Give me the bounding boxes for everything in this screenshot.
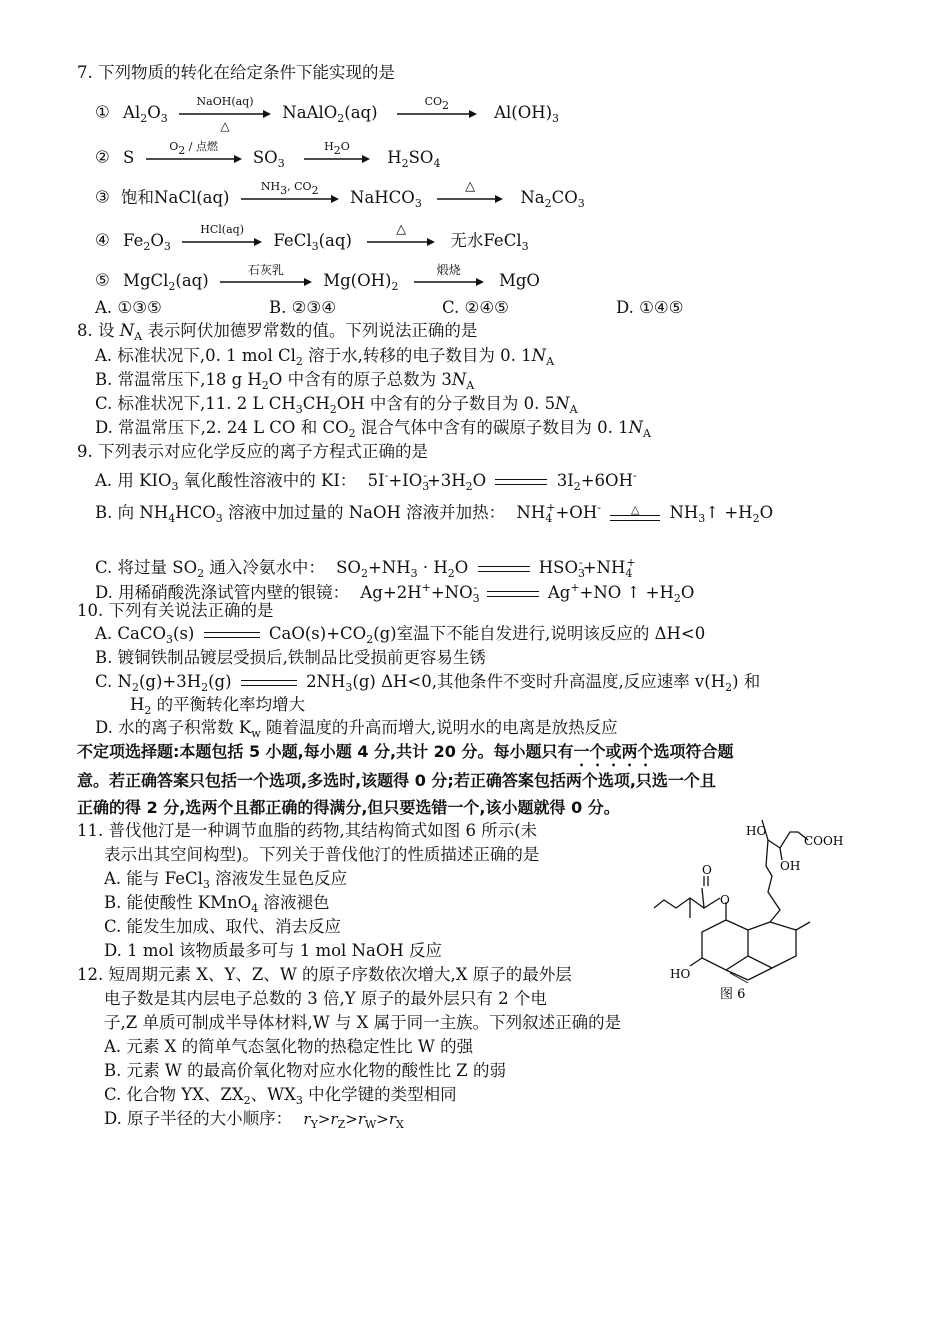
q7-r5-a: MgCl$_2$(aq) [123,270,209,293]
q10-option-b: B. 镀铜铁制品镀层受损后,铁制品比受损前更容易生锈 [95,648,486,667]
q10-a-equals [204,632,260,638]
label-oh: OH [780,859,801,873]
q11-stem-line-2: 表示出其空间构型)。下列关于普伐他汀的性质描述正确的是 [104,845,540,864]
q10-option-a: A. CaCO$_3$(s) $CaO(s)+CO_2(g)$室温下不能自发进行,说明该反应的 ΔH<0 [95,624,706,646]
q7-stem: 7. 下列物质的转化在给定条件下能实现的是 [77,63,395,82]
label-ho-top: HO [746,824,767,838]
q10-stem: 10. 下列有关说法正确的是 [77,601,274,620]
q7-r1-arrow-1: NaOH(aq) △ [179,98,271,128]
q7-r3-arrow-1: NH3, CO2 [241,183,339,213]
q11-option-a: A. 能与 FeCl$_3$ 溶液发生显色反应 [104,869,348,891]
q7-r4-num: ④ [95,230,110,250]
q9-option-a: A. 用 $KIO_3$ 氧化酸性溶液中的 KI： $5I^-+IO_3^-+3H_2O$ $3I_2+6OH^-$ [95,469,637,493]
pravastatin-structure-figure [640,818,860,1008]
q7-r2-arrow-1: O2 / 点燃 [146,143,242,173]
q8-option-b: B. 常温常压下,18 g $H_2O$ 中含有的原子总数为 $3N_A$ [95,370,475,392]
label-carbonyl-o: O [702,863,712,877]
figure-caption: 图 6 [720,987,746,1002]
q11-option-d: D. 1 mol 该物质最多可与 1 mol NaOH 反应 [104,941,443,960]
q9-b-equals-heat: △ [610,503,660,525]
q8-option-c: C. 标准状况下,11. 2 L $CH_3CH_2OH$ 中含有的分子数目为 0. $5N_A$ [95,394,578,416]
q7-option-a: A. ①③⑤ [95,298,162,317]
q7-r1-a: $Al_2O_3$ [123,102,168,125]
q7-r3-b: NaHCO$_3$ [350,187,422,210]
structure-bonds [654,820,810,983]
q7-r5-arrow-1: 石灰乳 [220,266,312,296]
q7-r3-arrow-2: △ [437,183,503,213]
q7-r1-num: ① [95,102,110,122]
q7-r2-num: ② [95,147,110,167]
q8-stem: 8. 设 $N_A$ 表示阿伏加德罗常数的值。下列说法正确的是 [77,321,478,343]
q9-stem: 9. 下列表示对应化学反应的离子方程式正确的是 [77,442,428,461]
q12-option-b: B. 元素 W 的最高价氧化物对应水化物的酸性比 Z 的弱 [104,1061,507,1080]
q7-option-b: B. ②③④ [269,298,336,317]
label-ho-bottom: HO [670,967,691,981]
q7-r1-arrow-2: CO2 [397,98,477,128]
q10-option-c-cont: $H_2$ 的平衡转化率均增大 [130,695,306,717]
q7-row-1 [95,95,560,133]
q7-r1-c: $Al(OH)_3$ [494,102,560,125]
q10-option-c: C. $N_2(g)+3H_2(g)$ $2NH_3(g)$ ΔH<0,其他条件不变时升高温度,反应速率 $v(H_2)$ 和 [95,672,761,694]
q8-option-d: D. 常温常压下,2. 24 L CO 和 $CO_2$ 混合气体中含有的碳原子数目为 0. $1N_A$ [95,418,651,440]
q9-option-b: B. 向 $NH_4HCO_3$ 溶液中加过量的 NaOH 溶液并加热： $NH_4^++OH^-$ △ $NH_3↑ +H_2O$ [95,501,774,525]
q7-r5-arrow-2: 煅烧 [414,266,484,296]
q7-row-4 [95,222,529,258]
q7-r2-b: $SO_3$ [252,147,285,170]
q7-r1-b: NaAlO$_2$(aq) [282,102,378,125]
q7-r3-c: $Na_2CO_3$ [520,187,585,210]
q12-stem-line-1: 12. 短周期元素 X、Y、Z、W 的原子序数依次增大,X 原子的最外层 [77,965,572,984]
q7-r4-b: FeCl$_3$(aq) [273,230,352,253]
q10-c-equals [241,680,297,686]
label-ester-o: O [720,893,730,907]
q7-r2-c: $H_2SO_4$ [387,147,441,170]
q12-stem-line-3: 子,Z 单质可制成半导体材料,W 与 X 属于同一主族。下列叙述正确的是 [104,1013,622,1032]
q7-r2-arrow-2: H2O [304,143,370,173]
q12-option-d: D. 原子半径的大小顺序： $r_Y>r_Z>r_W>r_X$ [104,1109,404,1131]
q12-option-a: A. 元素 X 的简单气态氢化物的热稳定性比 W 的强 [104,1037,474,1056]
q9-option-d: D. 用稀硝酸洗涤试管内壁的银镜： $Ag+2H^++NO_3^-$ Ag++NO ↑ $+H_2O$ [95,581,695,605]
q7-r5-b: $Mg(OH)_2$ [323,270,399,293]
q11-option-b: B. 能使酸性 KMnO$_4$ 溶液褪色 [104,893,330,915]
q7-r4-arrow-2: △ [367,226,435,256]
q7-r2-a: S [123,147,135,167]
q12-stem-line-2: 电子数是其内层电子总数的 3 倍,Y 原子的最外层只有 2 个电 [104,989,547,1008]
q7-r4-a: $Fe_2O_3$ [123,230,171,253]
q8-option-a: A. 标准状况下,0. 1 mol $Cl_2$ 溶于水,转移的电子数目为 0. $1N_A$ [95,346,555,368]
q7-r3-a: 饱和NaCl(aq) [121,187,230,207]
q9-option-c: C. 将过量 $SO_2$ 通入冷氨水中： $SO_2+NH_3 \cdot H_2O$ $HSO_3^-+NH_4^+$ [95,556,636,580]
label-cooh: COOH [804,834,844,848]
instructions-line-2: 意。若正确答案只包括一个选项,多选时,该题得 0 分;若正确答案包括两个选项,只选一个且 [77,771,716,790]
q7-r4-c: 无水FeCl$_3$ [450,230,529,253]
q9-d-equals [487,591,539,597]
q7-r5-c: MgO [498,270,540,290]
q7-row-3 [95,179,585,215]
q7-row-2 [95,140,441,175]
instructions-line-3: 正确的得 2 分,选两个且都正确的得满分,但只要选错一个,该小题就得 0 分。 [77,798,620,817]
q11-option-c: C. 能发生加成、取代、消去反应 [104,917,342,936]
q9-c-equals [478,566,530,572]
q7-r4-arrow-1: HCl(aq) [182,226,262,256]
q7-row-5 [95,263,540,298]
instructions-line-1: 不定项选择题:本题包括 5 小题,每小题 4 分,共计 20 分。每小题只有一个或两个选项符合题 [77,742,734,761]
q11-stem-line-1: 11. 普伐他汀是一种调节血脂的药物,其结构简式如图 6 所示(未 [77,821,538,840]
q10-option-d: D. 水的离子积常数 $K_w$ 随着温度的升高而增大,说明水的电离是放热反应 [95,718,618,740]
q7-r5-num: ⑤ [95,270,110,290]
q7-option-d: D. ①④⑤ [616,298,684,317]
q12-option-c: C. 化合物 YX、$ZX_2$、$WX_3$ 中化学键的类型相同 [104,1085,457,1107]
q7-option-c: C. ②④⑤ [442,298,509,317]
q7-r3-num: ③ [95,187,110,207]
q9-a-equals [495,479,547,485]
